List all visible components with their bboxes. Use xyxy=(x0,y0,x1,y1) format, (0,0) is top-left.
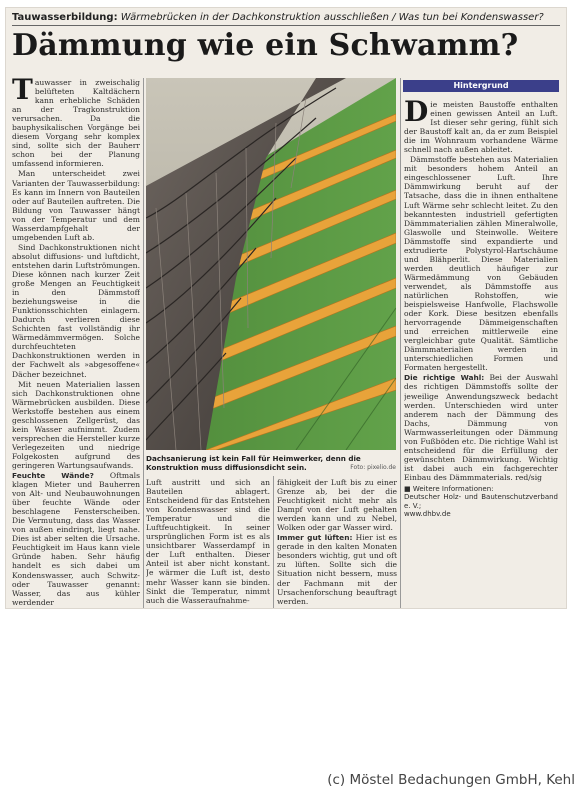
kicker-topics: Wärmebrücken in der Dachkonstruktion ausschließen / Was tun bei Kondenswasser? xyxy=(120,12,544,23)
subheading-richtige-wahl: Die richtige Wahl: xyxy=(404,373,485,383)
copyright-notice: (c) Möstel Bedachungen GmbH, Kehl xyxy=(327,772,575,788)
info-organisation: Deutscher Holz- und Bautenschutzverband e. V.; xyxy=(404,493,558,510)
column-divider xyxy=(273,476,274,608)
drop-cap: T xyxy=(12,78,33,106)
article-column-3 xyxy=(277,478,397,606)
paragraph: Die richtige Wahl: Bei der Auswahl des richtigen Dämmstoffs sollte der jeweilige Anwendungszweck bedacht werden. Unterschieden wird unter anderem nach der Dämmung des Dachs, Dämmung von Warmwasserleitungen oder Dämmung von Fußböden etc. Die richtige Wahl ist entscheidend für die Erfüllung der gewünschten Dämmwirkung. Wichtig ist dabei auch ein fachgerechter Einbau des Dämmmaterials. red/sig xyxy=(404,373,558,482)
photo-credit: Foto: pixelio.de xyxy=(350,464,396,471)
kicker-line xyxy=(12,12,560,23)
drop-cap: D xyxy=(404,100,429,128)
info-label: ■ Weitere Informationen: xyxy=(404,484,494,493)
paragraph: Sind Dachkonstruktionen nicht absolut diffusions- und luftdicht, entstehen darin Luftströmungen. Diese können nach kurzer Zeit große Mengen an Feuchtigkeit in den Dämmstoff beziehungsweise in die Funktionsschichten einlagern. Dadurch verlieren diese Schichten fast vollständig ihr Wärmedämmvermögen. Solche durchfeuchteten Dachkonstruktionen werden in der Fachwelt als »abgesoffene« Dächer bezeichnet. xyxy=(12,242,140,379)
article-column-2 xyxy=(146,478,270,606)
kicker-rule xyxy=(12,25,560,26)
caption-text: Dachsanierung ist kein Fall für Heimwerker, denn die Konstruktion muss diffusionsdicht sein. xyxy=(146,454,361,472)
paragraph: Luft austritt und sich an Bauteilen ablagert. Entscheidend für das Entstehen von Kondenswasser sind die Temperatur und die Luftfeuchtigkeit. In seiner ursprünglichen Form ist es als unsichtbarer Wasserdampf in der Luft enthalten. Dieser Anteil ist aber nicht konstant. Je wärmer die Luft ist, desto mehr Wasser kann sie binden. Sinkt die Temperatur, nimmt auch die Wasseraufnahme- xyxy=(146,478,270,605)
further-info xyxy=(404,485,558,519)
author-sign: red/sig xyxy=(515,472,542,482)
column-divider xyxy=(400,78,401,608)
headline: Dämmung wie ein Schwamm? xyxy=(12,28,519,63)
paragraph: Mit neuen Materialien lassen sich Dachkonstruktionen ohne Wärmebrücken ausbilden. Diese Werkstoffe bestehen aus einem geschlossenen Zellgerüst, das kein Wasser aufnimmt. Zudem versprechen die Hersteller kurze Verlegezeiten und niedrige Folgekosten aufgrund des geringeren Wartungsaufwands. xyxy=(12,379,140,470)
paragraph: Die meisten Baustoffe enthalten einen gewissen Anteil an Luft. Ist dieser sehr gering, fühlt sich der Baustoff kalt an, da er zum Beispiel die im Wohnraum vorhandene Wärme schnell nach außen ableitet. xyxy=(404,100,558,155)
paragraph: Immer gut lüften: Hier ist es gerade in den kalten Monaten besonders wichtig, gut und oft zu lüften. Sollte sich die Situation nicht bessern, muss der Fachmann mit der Ursachenforschung beauftragt werden. xyxy=(277,533,397,606)
kicker-label: Tauwasserbildung: xyxy=(12,12,118,23)
photo-caption xyxy=(146,454,396,472)
paragraph: Man unterscheidet zwei Varianten der Tauwasserbildung: Es kann im Innern von Bauteilen oder auf Bauteilen auftreten. Die Bildung von Tauwasser hängt von der Temperatur und dem Wasserdampfgehalt der umgebenden Luft ab. xyxy=(12,169,140,242)
roof-photo xyxy=(146,78,396,450)
article-column-1 xyxy=(12,78,140,606)
sidebar-label: Hintergrund xyxy=(403,80,559,92)
column-divider xyxy=(143,78,144,608)
subheading-feuchte-waende: Feuchte Wände? xyxy=(12,471,94,481)
sidebar-column xyxy=(404,100,558,606)
paragraph: Feuchte Wände? Oftmals klagen Mieter und Bauherren von Alt- und Neubauwohnungen über feuchte Wände oder beschlagene Fensterscheiben. Die Vermutung, dass das Wasser von außen eindringt, liegt nahe. Dies ist aber selten die Ursache. Feuchtigkeit im Haus kann viele Gründe haben. Sehr häufig handelt es sich dabei um Kondenswasser, auch Schwitz- oder Tauwasser genannt: Wasser, das aus kühler werdender xyxy=(12,471,140,606)
newspaper-clipping xyxy=(6,8,566,608)
info-url: www.dhbv.de xyxy=(404,510,451,519)
subheading-immer-gut-lueften: Immer gut lüften: xyxy=(277,533,353,543)
roof-tiles-image xyxy=(146,78,396,450)
paragraph: Dämmstoffe bestehen aus Materialien mit besonders hohem Anteil an eingeschlossener Luft. Ihre Dämmwirkung beruht auf der Tatsache, dass die in ihnen enthaltene Luft Wärme sehr schlecht leitet. Zu den bekanntesten industriell gefertigten Dämmmaterialien zählen Mineralwolle, Glaswolle und Steinwolle. Weitere Dämmstoffe sind expandierte und extrudierte Polystyrol-Hartschäume und Blähperlit. Diese Materialien werden deutlich häufiger zur Wärmedämmung von Gebäuden verwendet, als Dämmstoffe aus natürlichen Rohstoffen, wie beispielsweise Hanfwolle, Flachswolle oder Kork. Diese besitzen ebenfalls hervorragende Dämmeigenschaften und erreichen mittlerweile eine vergleichbar gute Qualität. Sämtliche Dämmmaterialien werden in unterschiedlichen Formen und Formaten hergestellt. xyxy=(404,155,558,373)
paragraph: Tauwasser in zweischalig belüfteten Kaltdächern kann erhebliche Schäden an der Tragkonstruktion verursachen. Da die bauphysikalischen Vorgänge bei diesem Vorgang sehr komplex sind, sollte sich der Bauherr schon bei der Planung umfassend informieren. xyxy=(12,78,140,169)
paragraph: fähigkeit der Luft bis zu einer Grenze ab, bei der die Feuchtigkeit nicht mehr als Dampf von der Luft gehalten werden kann und zu Nebel, Wolken oder gar Wasser wird. xyxy=(277,478,397,533)
